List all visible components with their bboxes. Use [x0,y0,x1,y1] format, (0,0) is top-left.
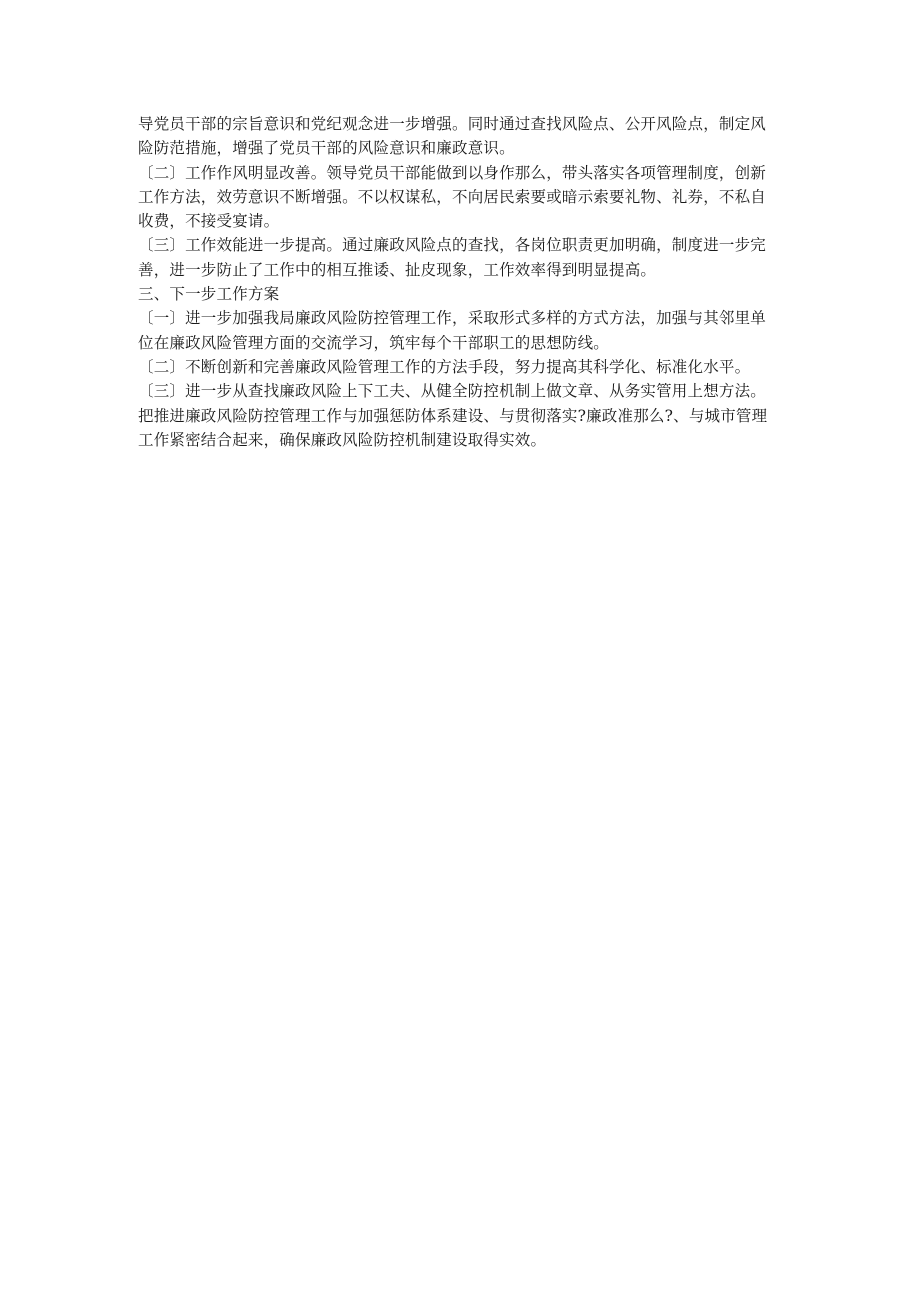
text-line: 工作紧密结合起来，确保廉政风险防控机制建设取得实效。 [138,430,547,449]
text-line: 〔二〕工作作风明显改善。领导党员干部能做到以身作那么，带头落实各项管理制度，创新 [138,163,767,182]
text-line: 位在廉政风险管理方面的交流学习，筑牢每个干部职工的思想防线。 [138,333,610,352]
section-heading: 三、下一步工作方案 [138,285,280,304]
text-line: 〔二〕不断创新和完善廉政风险管理工作的方法手段，努力提高其科学化、标准化水平。 [138,357,751,376]
text-line: 险防范措施，增强了党员干部的风险意识和廉政意识。 [138,139,515,158]
text-line: 善，进一步防止了工作中的相互推诿、扯皮现象，工作效率得到明显提高。 [138,260,657,279]
text-line: 工作方法，效劳意识不断增强。不以权谋私，不向居民索要或暗示索要礼物、礼券，不私自 [138,187,767,206]
text-line: 〔三〕工作效能进一步提高。通过廉政风险点的查找，各岗位职责更加明确，制度进一步完 [138,236,767,255]
text-line: 收费，不接受宴请。 [138,212,280,231]
text-line: 〔一〕进一步加强我局廉政风险防控管理工作，采取形式多样的方式方法，加强与其邻里单 [138,309,767,328]
document-body [138,112,788,452]
text-line: 把推进廉政风险防控管理工作与加强惩防体系建设、与贯彻落实?廉政准那么?、与城市管理 [138,406,768,425]
text-line: 〔三〕进一步从查找廉政风险上下工夫、从健全防控机制上做文章、从务实管用上想方法。 [138,382,767,401]
text-line: 导党员干部的宗旨意识和党纪观念进一步增强。同时通过查找风险点、公开风险点，制定风 [138,115,767,133]
